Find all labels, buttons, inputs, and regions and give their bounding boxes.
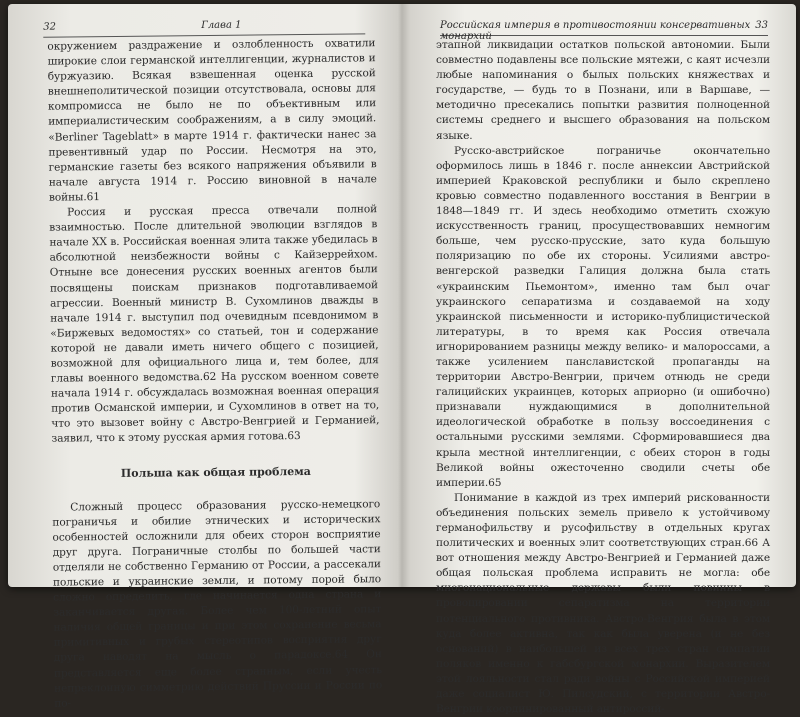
paragraph: окружением раздражение и озлобленность охватили широкие слои германской интеллигенции, журналистов и буржуазию. Всякая взвешенная оценка русской внешнеполитической позиции отсутствовала, основы для компромисса не было не по объективным или империалистическим соображениям, а в силу эмоций. «Berliner Tageblatt» в марте 1914 г. фактически нанес за превентивный удар по России. Несмотря на это, германские газеты без всякого напряжения объявили в начале августа 1914 г. Россию виновной в начале войны.61	[47, 37, 377, 204]
running-head: Глава 1	[201, 19, 242, 32]
right-page	[420, 4, 788, 716]
book-spread	[8, 4, 796, 716]
right-page-header	[440, 17, 768, 42]
left-page-body	[47, 36, 382, 711]
right-page-body	[436, 38, 770, 717]
left-page	[23, 2, 391, 710]
paragraph: этапной ликвидации остатков польской автономии. Были совместно подавлены все польские мятежи, с каят исчезли любые напоминания о былых польских княжествах и государстве, — будь то в Познани, или в Варшаве, — методично пресекались попытки развития полноценной системы среднего и высшего образования на польском языке.	[436, 39, 770, 142]
paragraph: Сложный процесс образования русско-немецкого пограничья и обилие этнических и исторических особенностей осложнили для обеих сторон восприятие друг друга. Пограничные столбы по большей части отделяли не собственно Германию от России, а рассекали польские и украинские земли, и потому порой было сложно определить, где начинается одна страна и заканчивается другая. Более чем 100-летний опыт наличия общей границы и при этом сохранение весьма примитивных и грубых стереотипов восприятия друг друга наводят на мысль о парадоксе.64 Он представляется еще более странным, если учесть непреклонную симметрию действий Пруссии и России по по-	[52, 497, 383, 710]
page-number: 32	[43, 21, 56, 33]
paragraph: Русско-австрийское пограничье окончательно оформилось лишь в 1846 г. после аннексии Австрийской империей Краковской республики и было скреплено кровью совместно подавленного восстания в Венгрии в 1848—1849 гг. И здесь необходимо отметить схожую искусственность границ, просуществовавших немногим больше, чем русско-прусские, зато куда большую поляризацию по обе их стороны. Усилиями австро-венгерской разведки Галиция должна была стать «украинским Пьемонтом», именно там был очаг украинского сепаратизма и создаваемой на ходу украинской письменности и историко-публицистической литературы, в то время как Россия отвечала игнорированием разницы между велико- и малороссами, а также усилением панславистской пропаганды на территории Австро-Венгрии, причем отнюдь не среди галицийских украинцев, которых априорно (и ошибочно) признавали нуждающимися в дополнительной идеологической обработке в пользу воссоединения с остальными русскими землями. Сформировавшиеся два крыла местной интеллигенции, с обеих сторон в годы Великой войны ожесточенно сводили счеты обе империи.65	[436, 144, 770, 489]
section-title: Польша как общая проблема	[120, 464, 311, 480]
paragraph: Понимание в каждой из трех империй рискованности объединения польских земель привело к устойчивому германофильству и русофильству в отдельных кругах политических и военных элит соответствующих стран.66 А вот отношения между Австро-Венгрией и Германией даже общая польская проблема исправить не могла: обе многонациональные державы были повинны в провоцировании сепаратизма на территории потенциального противника. Австро-Венгрия была в этом куда более активна, так как была уверена (и не без оснований) в наибольшей из всех трех стран симпатии поляков именно к габсбургской монархии. Выразителем этой лояльности стал ради войны с Российской империей даже социалист Ю. Пилсудский, с территории Австро-Венгрии координированный антироссий-	[436, 491, 770, 716]
page-number: 33	[755, 20, 768, 31]
paragraph: Россия и русская пресса отвечали полной взаимностью. После длительной эволюции взглядов в начале XX в. Российская военная элита также убедилась в абсолютной неизбежности войны с Кайзеррейхом. Отныне все донесения русских военных агентов были посвящены поискам признаков подготавливаемой агрессии. Военный министр В. Сухомлинов дважды в начале 1914 г. выступил под очевидным псевдонимом в «Биржевых ведомостях» со статьей, тон и содержание которой не давали иметь ничего общего с позицией, возможной для официального лица и, тем более, для главы военного ведомства.62 На русском военном совете начала 1914 г. обсуждалась возможная военная операция против Османской империи, и Сухомлинов в ответ на то, что это вызовет войну с Австро-Венгрией и Германией, заявил, что к этому русская армия готова.63	[49, 203, 380, 446]
running-head: Российская империя в противостоянии консервативных монархий	[440, 20, 751, 42]
left-page-header	[43, 15, 365, 37]
